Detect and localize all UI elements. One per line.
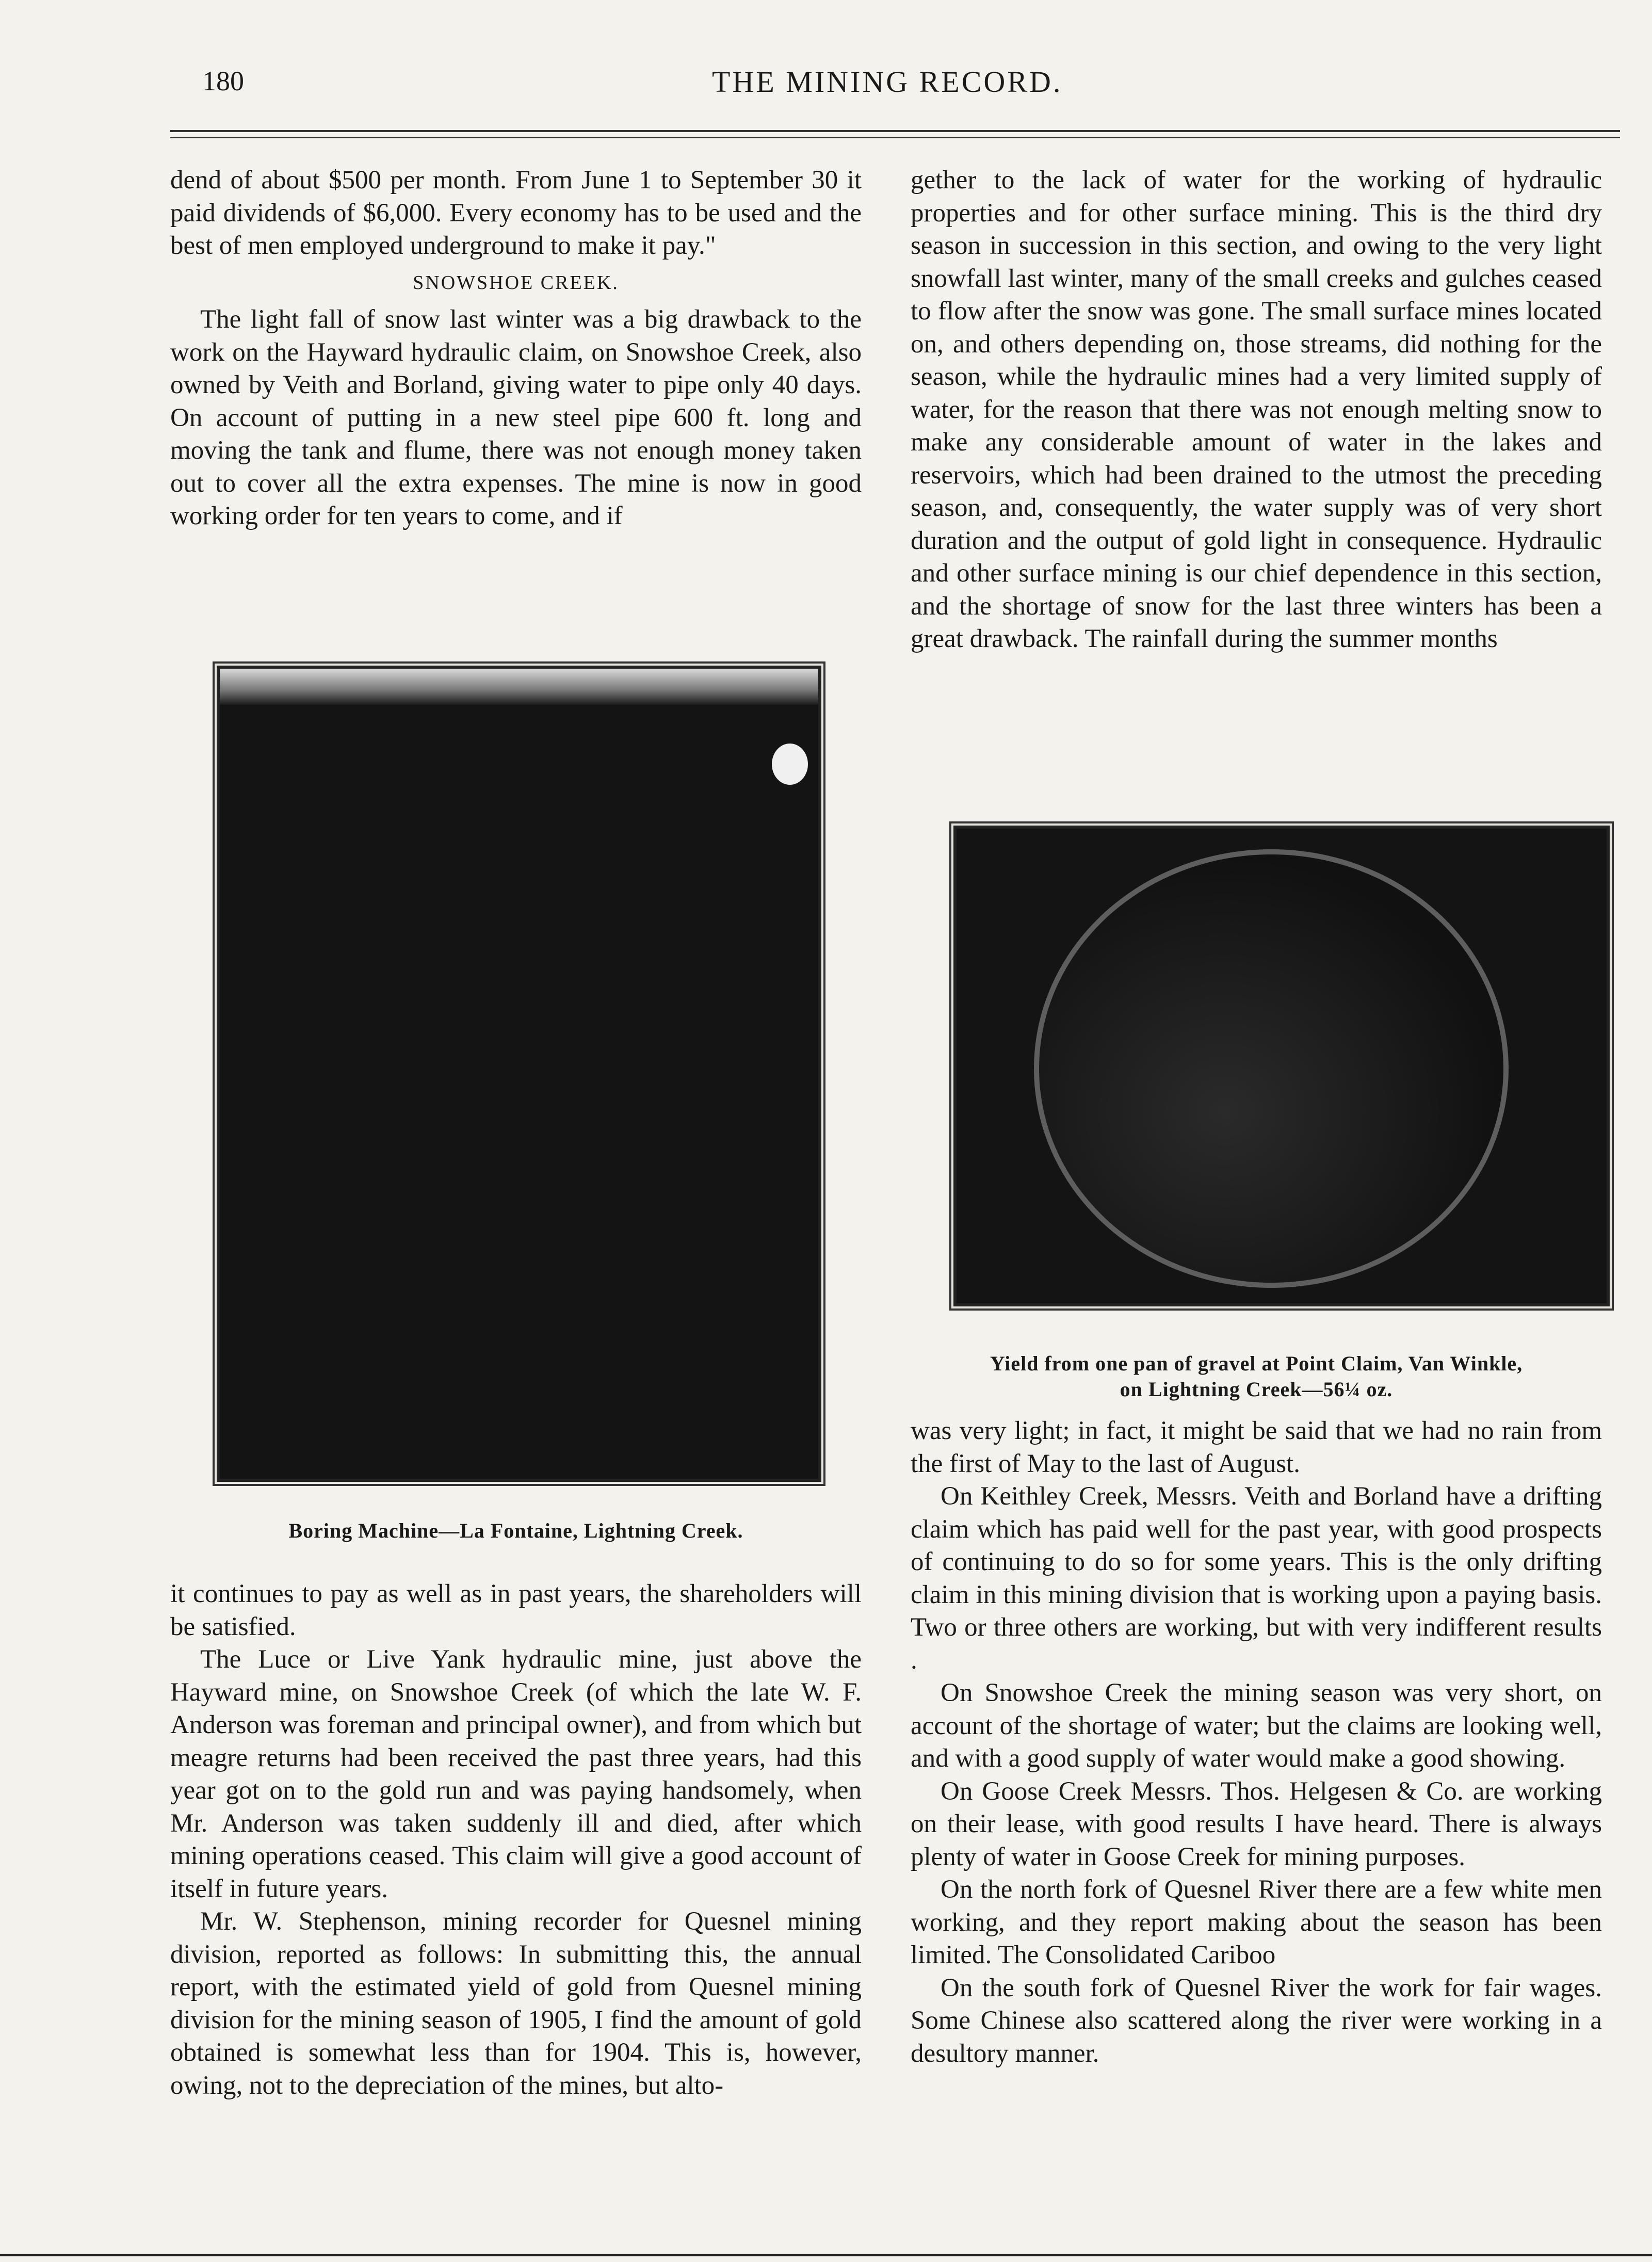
paragraph: On Keithley Creek, Messrs. Veith and Borland have a drifting claim which has paid well for the past year, with good prospects of continuing to do so for some years. This is the only drifting claim in this mining division that is working upon a paying basis. Two or three others are working, but with very indifferent results . xyxy=(911,1482,1602,1675)
light-spot xyxy=(772,744,808,785)
paragraph: The light fall of snow last winter was a big drawback to the work on the Hayward hydraulic claim, on Snowshoe Creek, also owned by Veith and Borland, giving water to pipe only 40 days. On account of putting in a new steel pipe 600 ft. long and moving the tank and flume, there was not enough money taken out to cover all the extra expenses. The mine is now in good working order for ten years to come, and if xyxy=(170,305,862,530)
left-photo-caption: Boring Machine—La Fontaine, Lightning Creek. xyxy=(288,1519,743,1542)
paragraph: Mr. W. Stephenson, mining recorder for Quesnel mining division, reported as follows: In submitting this, the annual report, with the estimated yield of gold from Quesnel mining division for the mining season of 1905, I find the amount of gold obtained is somewhat less than for 1904. This is, however, owing, not to the depreciation of the mines, but alto- xyxy=(170,1907,862,2100)
left-column-top xyxy=(170,164,862,533)
paragraph: On Goose Creek Messrs. Thos. Helgesen & Co. are working on their lease, with good results I have heard. There is always plenty of water in Goose Creek for mining purposes. xyxy=(911,1776,1602,1871)
page-number: 180 xyxy=(202,66,244,96)
right-column-bottom xyxy=(911,1415,1602,2070)
paragraph: On the north fork of Quesnel River there are a few white men working, and they report making about the season has been limited. The Consolidated Cariboo xyxy=(911,1875,1602,1969)
gold-pan-photo xyxy=(953,826,1610,1306)
treeline-sky xyxy=(220,669,818,705)
caption-line: on Lightning Creek—56¼ oz. xyxy=(1120,1378,1393,1401)
left-column-bottom xyxy=(170,1578,862,2102)
paragraph: On the south fork of Quesnel River the work for fair wages. Some Chinese also scattered along the river were working in a desultory manner. xyxy=(911,1973,1602,2068)
right-column-top xyxy=(911,164,1602,656)
boring-machine-photo xyxy=(217,666,821,1482)
paragraph: was very light; in fact, it might be said that we had no rain from the first of May to the last of August. xyxy=(911,1416,1602,1478)
caption-line: Yield from one pan of gravel at Point Claim, Van Winkle, xyxy=(990,1352,1523,1375)
header-rule xyxy=(170,130,1620,132)
publication-title: THE MINING RECORD. xyxy=(712,65,1063,99)
paragraph: On Snowshoe Creek the mining season was very short, on account of the shortage of water; but the claims are looking well, and with a good supply of water would make a good showing. xyxy=(911,1678,1602,1773)
gold-pan xyxy=(1034,849,1509,1288)
paragraph: The Luce or Live Yank hydraulic mine, just above the Hayward mine, on Snowshoe Creek (of which the late W. F. Anderson was foreman and principal owner), and from which but meagre returns had been received the past three years, had this year got on to the gold run and was paying handsomely, when Mr. Anderson was taken suddenly ill and died, after which mining operations ceased. This claim will give a good account of itself in future years. xyxy=(170,1645,862,1903)
paragraph: it continues to pay as well as in past years, the shareholders will be satisfied. xyxy=(170,1579,862,1641)
page-bottom-edge xyxy=(0,2254,1652,2256)
section-heading: SNOWSHOE CREEK. xyxy=(413,271,619,294)
paragraph: gether to the lack of water for the working of hydraulic properties and for other surface mining. This is the third dry season in succession in this section, and owing to the very light snowfall last winter, many of the small creeks and gulches ceased to flow after the snow was gone. The small surface mines located on, and others depending on, those streams, did nothing for the season, while the hydraulic mines had a very limited supply of water, for the reason that there was not enough melting snow to make any considerable amount of water in the lakes and reservoirs, which had been drained to the utmost the preceding season, and, consequently, the water supply was of very short duration and the output of gold light in consequence. Hydraulic and other surface mining is our chief dependence in this section, and the shortage of snow for the last three winters has been a great drawback. The rainfall during the summer months xyxy=(911,166,1602,653)
header-rule-thin xyxy=(170,137,1620,138)
right-photo-caption xyxy=(911,1351,1602,1402)
paragraph: dend of about $500 per month. From June 1 to September 30 it paid dividends of $6,000. Every economy has to be used and the best of men employed underground to make it pay." xyxy=(170,166,862,260)
